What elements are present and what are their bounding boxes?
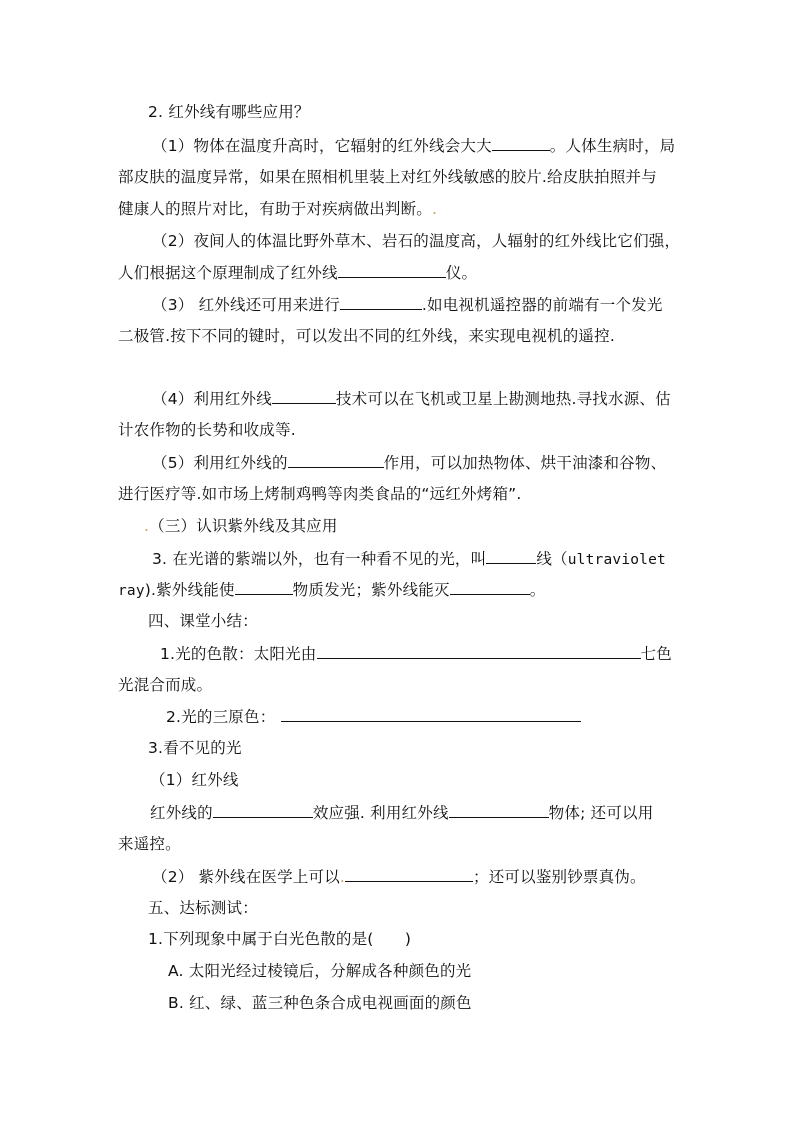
- test-option-b[interactable]: B. 红、绿、蓝三种色条合成电视画面的颜色: [168, 994, 472, 1012]
- question-3-line-2: [118, 579, 545, 601]
- text: ultraviolet: [567, 552, 666, 568]
- infrared-summary-line-2: 来遥控。: [118, 835, 181, 853]
- paragraph-2-line-2: [118, 262, 477, 283]
- infrared-summary-line-1: [150, 802, 653, 823]
- paragraph-3-line-2: 二极管.按下不同的键时，可以发出不同的红外线，来实现电视机的遥控.: [118, 327, 615, 345]
- answer-blank[interactable]: [345, 866, 473, 882]
- stray-mark: .: [432, 200, 438, 218]
- text: 物体; 还可以用: [548, 804, 654, 822]
- text: 健康人的照片对比，有助于对疾病做出判断。: [118, 200, 433, 218]
- paragraph-4-line-1: [152, 388, 671, 409]
- paragraph-5-line-1: [152, 452, 666, 473]
- summary-item-3: 3.看不见的光: [148, 739, 242, 757]
- text: （4）利用红外线: [152, 390, 272, 408]
- paragraph-3-line-1: [152, 294, 663, 315]
- answer-blank[interactable]: [449, 802, 549, 818]
- paragraph-1-line-3: [118, 199, 437, 219]
- text: 七色: [640, 645, 672, 663]
- answer-blank[interactable]: [281, 706, 581, 722]
- section2-heading: 2. 红外线有哪些应用？: [148, 103, 310, 121]
- paragraph-5-line-2: 进行医疗等.如市场上烤制鸡鸭等肉类食品的“远红外烤箱”.: [118, 485, 522, 503]
- test-question-1: 1.下列现象中属于白光色散的是( ): [148, 930, 412, 948]
- test-heading: 五、达标测试：: [148, 899, 258, 917]
- test-option-a[interactable]: A. 太阳光经过棱镜后，分解成各种颜色的光: [168, 962, 472, 980]
- text: .如电视机遥控器的前端有一个发光: [421, 296, 663, 314]
- question-3-line-1: [152, 548, 666, 570]
- text: 仪。: [445, 264, 478, 282]
- text: （3） 红外线还可用来进行: [152, 296, 340, 314]
- text: 效应强. 利用红外线: [312, 804, 449, 822]
- answer-blank[interactable]: [235, 579, 293, 595]
- text: 线（: [536, 550, 568, 568]
- text: 2.光的三原色：: [166, 708, 276, 726]
- text: （1）物体在温度升高时，它辐射的红外线会大大: [152, 137, 492, 155]
- stray-mark: .: [144, 517, 150, 535]
- answer-blank[interactable]: [450, 579, 530, 595]
- answer-blank[interactable]: [317, 643, 641, 659]
- paragraph-1-line-1: [152, 135, 675, 156]
- text: 1.光的色散：太阳光由: [160, 645, 317, 663]
- summary-item-3-2: [152, 866, 646, 887]
- text: （2） 紫外线在医学上可以: [152, 868, 340, 886]
- text: 作用，可以加热物体、烘干油漆和谷物、: [383, 454, 667, 472]
- text: 。: [529, 581, 546, 599]
- section3-heading: [144, 516, 338, 536]
- summary-item-1: [160, 643, 672, 664]
- text: （5）利用红外线的: [152, 454, 288, 472]
- summary-item-1-cont: 光混合而成。: [118, 676, 213, 694]
- answer-blank[interactable]: [486, 548, 536, 564]
- paragraph-4-line-2: 计农作物的长势和收成等.: [118, 421, 296, 439]
- summary-heading: 四、课堂小结：: [148, 612, 258, 630]
- paragraph-1-line-2: 部皮肤的温度异常，如果在照相机里装上对红外线敏感的胶片.给皮肤拍照并与: [118, 168, 657, 186]
- text: 技术可以在飞机或卫星上勘测地热.寻找水源、估: [335, 390, 671, 408]
- text: ray: [118, 583, 145, 599]
- answer-blank[interactable]: [288, 452, 384, 468]
- summary-item-2: [166, 706, 581, 727]
- text: 人们根据这个原理制成了红外线: [118, 264, 338, 282]
- text: 物质发光；紫外线能灭: [292, 581, 450, 599]
- text: 。人体生病时，局: [549, 137, 676, 155]
- answer-blank[interactable]: [338, 262, 446, 278]
- text: 红外线的: [150, 804, 213, 822]
- stray-mark: .: [339, 868, 346, 886]
- text: 3. 在光谱的紫端以外，也有一种看不见的光，叫: [152, 550, 487, 568]
- paragraph-2-line-1: （2）夜间人的体温比野外草木、岩石的温度高，人辐射的红外线比它们强，: [152, 232, 681, 250]
- answer-blank[interactable]: [272, 388, 336, 404]
- text: ；还可以鉴别钞票真伪。: [473, 868, 646, 886]
- answer-blank[interactable]: [213, 802, 313, 818]
- text: （三）认识紫外线及其应用: [149, 517, 338, 535]
- summary-item-3-1: （1）红外线: [150, 771, 239, 789]
- text: ).紫外线能使: [144, 581, 235, 599]
- answer-blank[interactable]: [340, 294, 422, 310]
- answer-blank[interactable]: [492, 135, 550, 151]
